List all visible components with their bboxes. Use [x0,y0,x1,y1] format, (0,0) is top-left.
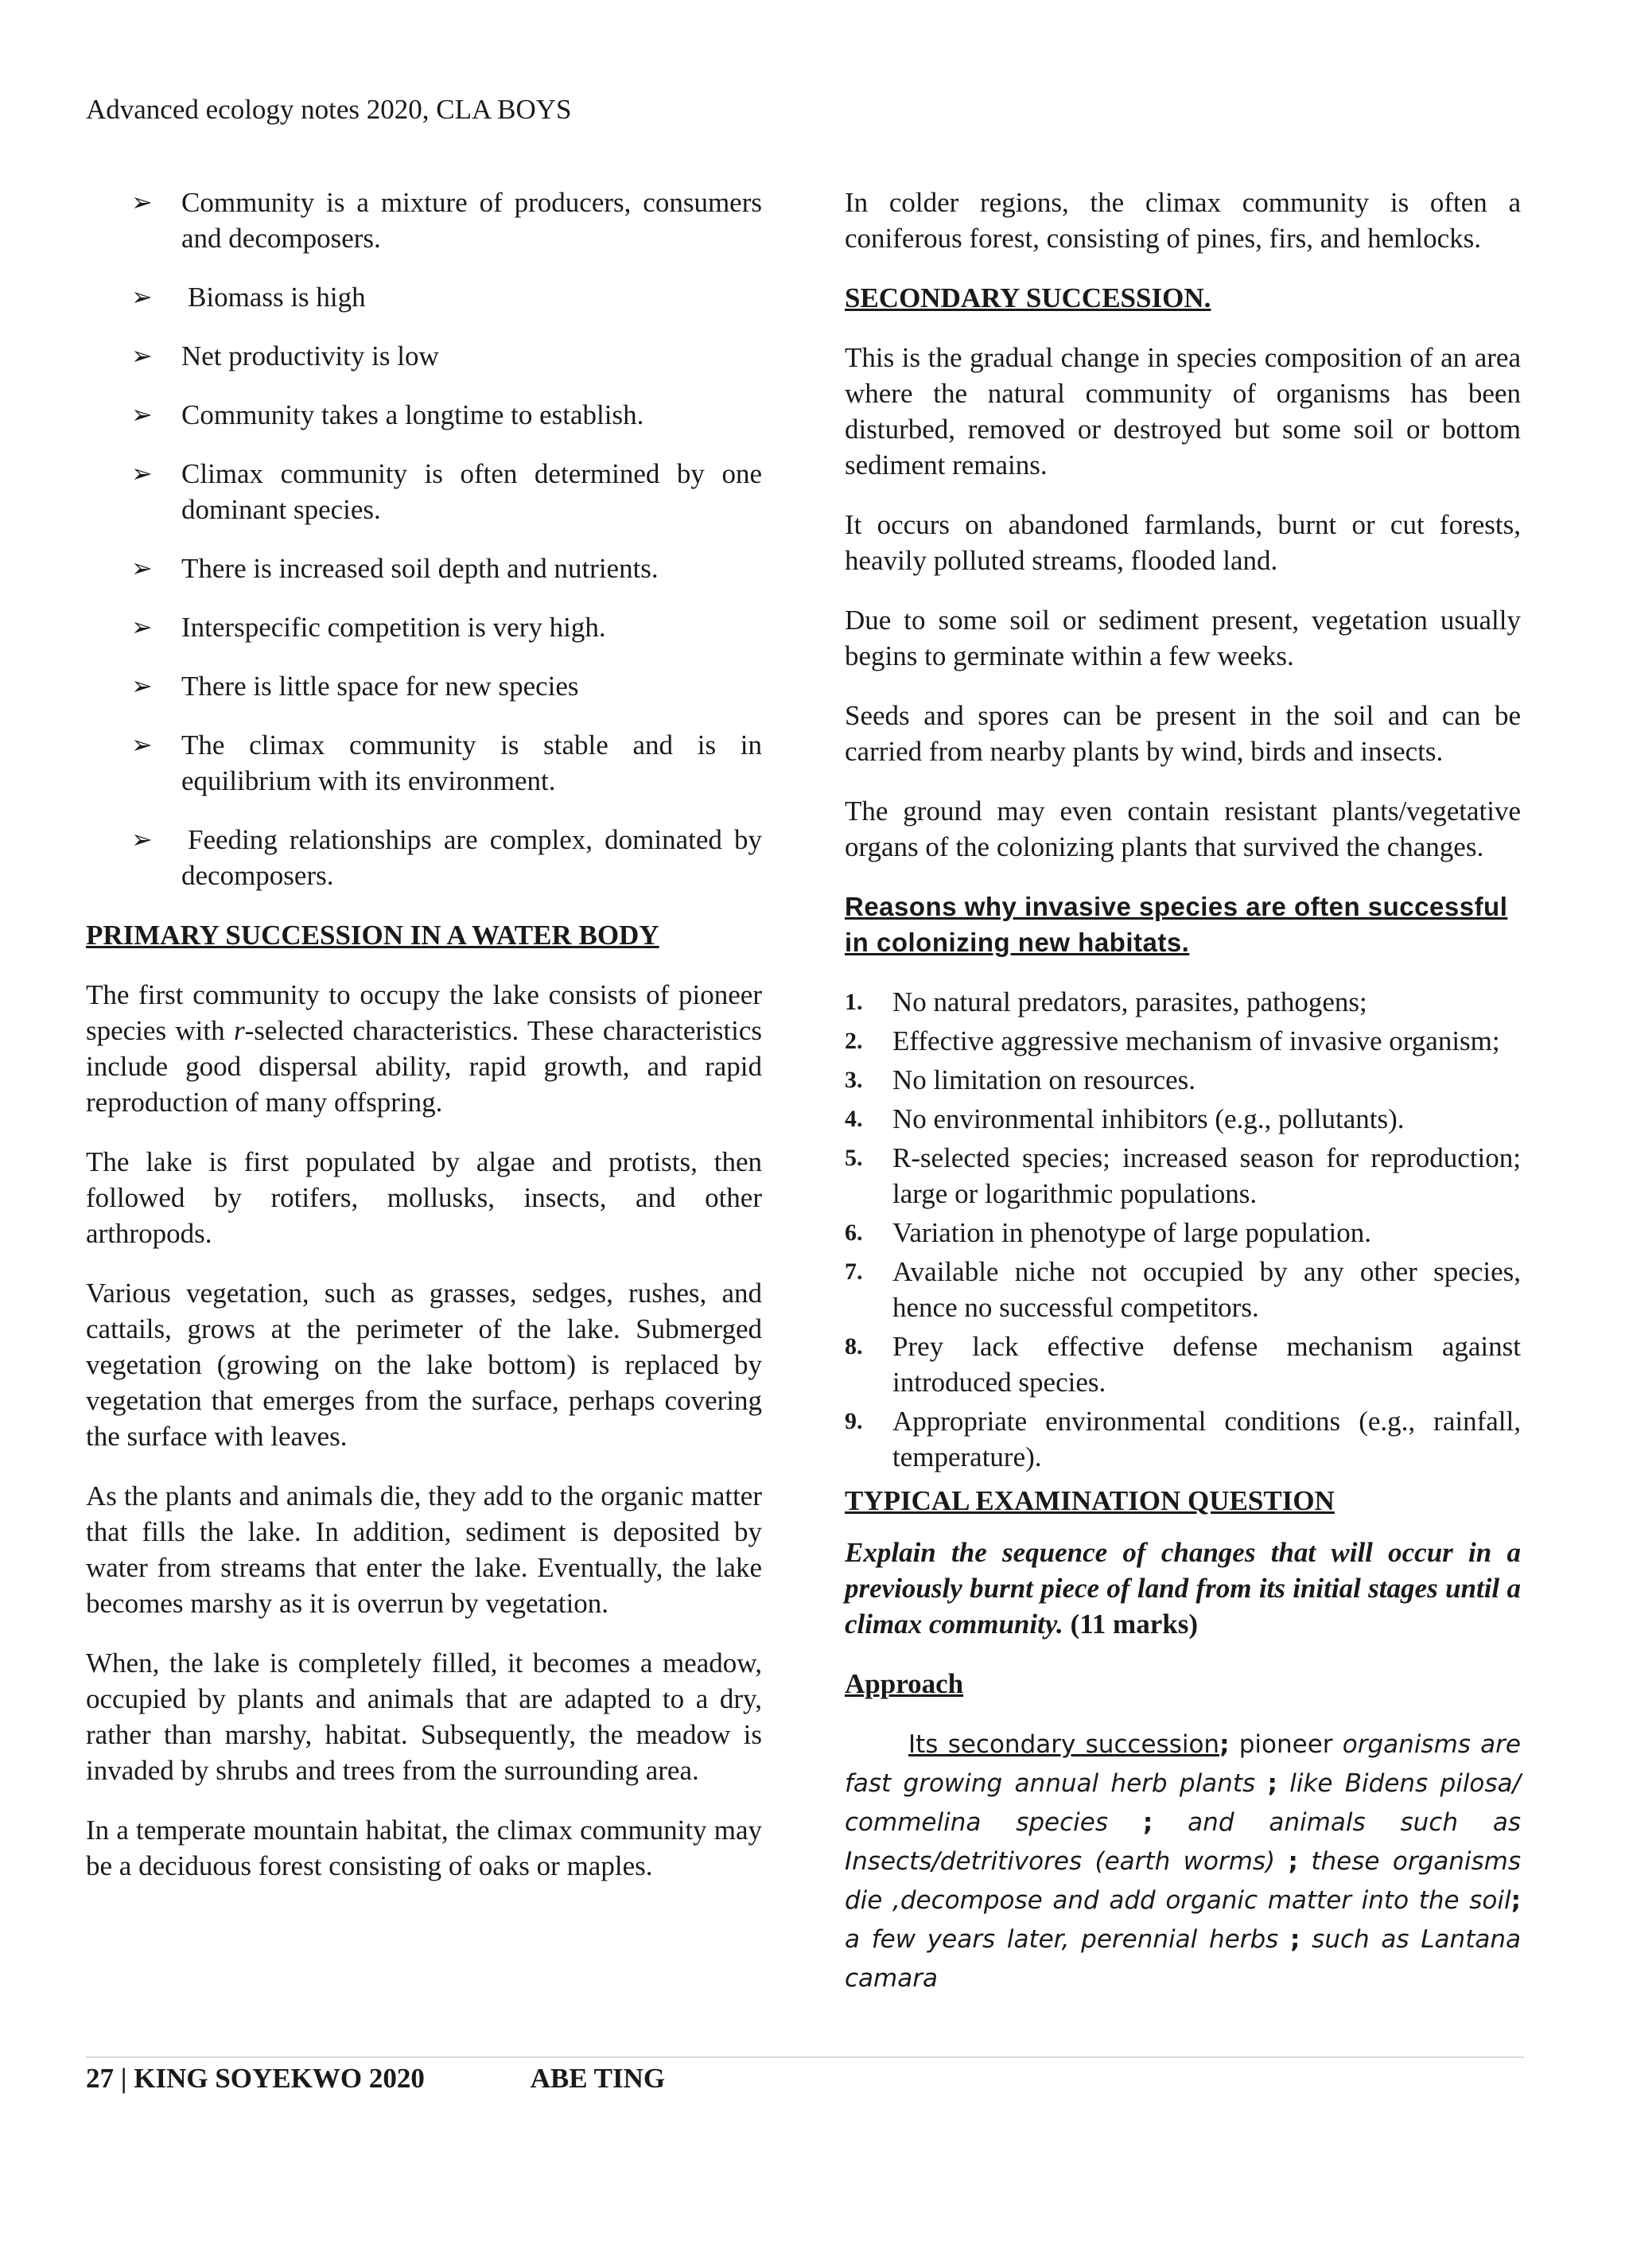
paragraph: The lake is first populated by algae and protists, then followed by rotifers, mollusks, insects, and other arthropods. [86,1146,762,1249]
exam-question: Explain the sequence of changes that will occur in a previously burnt piece of land from its initial stages until a climax community. (11 marks) [845,1537,1521,1640]
list-item: 7. Available niche not occupied by any other species, hence no successful competitors. [845,1256,1521,1323]
arrow-bullet-icon: ➢ [131,613,153,641]
exam-question-heading: TYPICAL EXAMINATION QUESTION [845,1485,1335,1516]
arrow-bullet-icon: ➢ [131,730,153,759]
arrow-bullet-icon: ➢ [131,400,153,429]
paragraph: It occurs on abandoned farmlands, burnt or cut forests, heavily polluted streams, flooded land. [845,509,1521,576]
paragraph: In a temperate mountain habitat, the climax community may be a deciduous forest consisting of oaks or maples. [86,1815,762,1881]
climax-characteristics-list [86,185,762,893]
list-item: 9. Appropriate environmental conditions (e.g., rainfall, temperature). [845,1406,1521,1472]
footer-divider [86,2056,1524,2058]
arrow-bullet-icon: ➢ [131,459,153,488]
secondary-succession-heading: SECONDARY SUCCESSION. [845,282,1211,313]
list-item: 3. No limitation on resources. [845,1064,1196,1095]
footer-book-title: KING SOYEKWO 2020 [134,2063,425,2094]
paragraph: The ground may even contain resistant plants/vegetative organs of the colonizing plants that survived the changes. [845,796,1521,862]
paragraph: This is the gradual change in species composition of an area where the natural community of organisms has been disturbed, removed or destroyed but some soil or bottom sediment remains. [845,342,1521,480]
arrow-bullet-icon: ➢ [131,554,153,582]
paragraph: Seeds and spores can be present in the soil and can be carried from nearby plants by wind, birds and insects. [845,700,1521,767]
primary-succession-heading: PRIMARY SUCCESSION IN A WATER BODY [86,920,659,951]
list-item: ➢ Biomass is high [86,279,762,315]
arrow-bullet-icon: ➢ [131,282,153,311]
list-item: 4. No environmental inhibitors (e.g., pollutants). [845,1103,1405,1134]
paragraph: Various vegetation, such as grasses, sedges, rushes, and cattails, grows at the perimeter of the lake. Submerged vegetation (growing on the lake bottom) is replaced by vegetation that emerges from the surface, perhaps covering the surface with leaves. [86,1278,762,1452]
list-item: 6. Variation in phenotype of large population. [845,1217,1371,1248]
right-column [845,185,1521,2022]
arrow-bullet-icon: ➢ [131,825,153,854]
invasive-species-heading: Reasons why invasive species are often successful in colonizing new habitats. [845,892,1508,957]
arrow-bullet-icon: ➢ [131,671,153,700]
list-item: ➢ There is little space for new species [86,668,762,704]
list-item: ➢ Feeding relationships are complex, dominated by decomposers. [86,822,762,893]
list-item: ➢ Net productivity is low [86,338,762,374]
paragraph: As the plants and animals die, they add to the organic matter that fills the lake. In addition, sediment is deposited by water from streams that enter the lake. Eventually, the lake becomes marshy as it is overrun by vegetation. [86,1480,762,1619]
list-item: ➢ Community is a mixture of producers, consumers and decomposers. [86,185,762,256]
list-item: ➢ The climax community is stable and is in equilibrium with its environment. [86,727,762,799]
list-item: ➢ Community takes a longtime to establish. [86,397,762,433]
left-column [86,185,762,1908]
paragraph: When, the lake is completely filled, it becomes a meadow, occupied by plants and animals that are adapted to a dry, rather than marshy, habitat. Subsequently, the meadow is invaded by shrubs and trees from the surrounding area. [86,1648,762,1786]
footer-author: ABE TING [530,2063,666,2094]
paragraph: Due to some soil or sediment present, vegetation usually begins to germinate within a few weeks. [845,605,1521,671]
list-item: 2. Effective aggressive mechanism of invasive organism; [845,1025,1500,1056]
list-item: 8. Prey lack effective defense mechanism against introduced species. [845,1331,1521,1398]
approach-heading: Approach [845,1668,964,1699]
list-item: ➢ Climax community is often determined by one dominant species. [86,456,762,527]
list-item: ➢ Interspecific competition is very high. [86,609,762,645]
reasons-list [845,984,1521,1475]
running-header: Advanced ecology notes 2020, CLA BOYS [86,94,572,125]
page-number: 27 [86,2063,114,2094]
arrow-bullet-icon: ➢ [131,341,153,370]
footer-separator: | [120,2063,127,2094]
page-footer [86,2063,665,2095]
model-answer: Its secondary succession; pioneer organisms are fast growing annual herb plants ; like Bidens pilosa/ commelina species ; and animals such as Insects/detritivores (earth worms) ; these organisms die ,decompose and add organic matter into the soil; a few years later, perennial herbs ; such as Lantana camara [845,1730,1521,1993]
arrow-bullet-icon: ➢ [131,188,153,216]
list-item: 5. R-selected species; increased season for reproduction; large or logarithmic populations. [845,1142,1521,1209]
paragraph: The first community to occupy the lake consists of pioneer species with r-selected characteristics. These characteristics include good dispersal ability, rapid growth, and rapid reproduction of many offspring. [86,979,762,1118]
list-item: ➢ There is increased soil depth and nutrients. [86,550,762,586]
list-item: 1. No natural predators, parasites, pathogens; [845,986,1367,1017]
paragraph: In colder regions, the climax community is often a coniferous forest, consisting of pines, firs, and hemlocks. [845,187,1521,254]
